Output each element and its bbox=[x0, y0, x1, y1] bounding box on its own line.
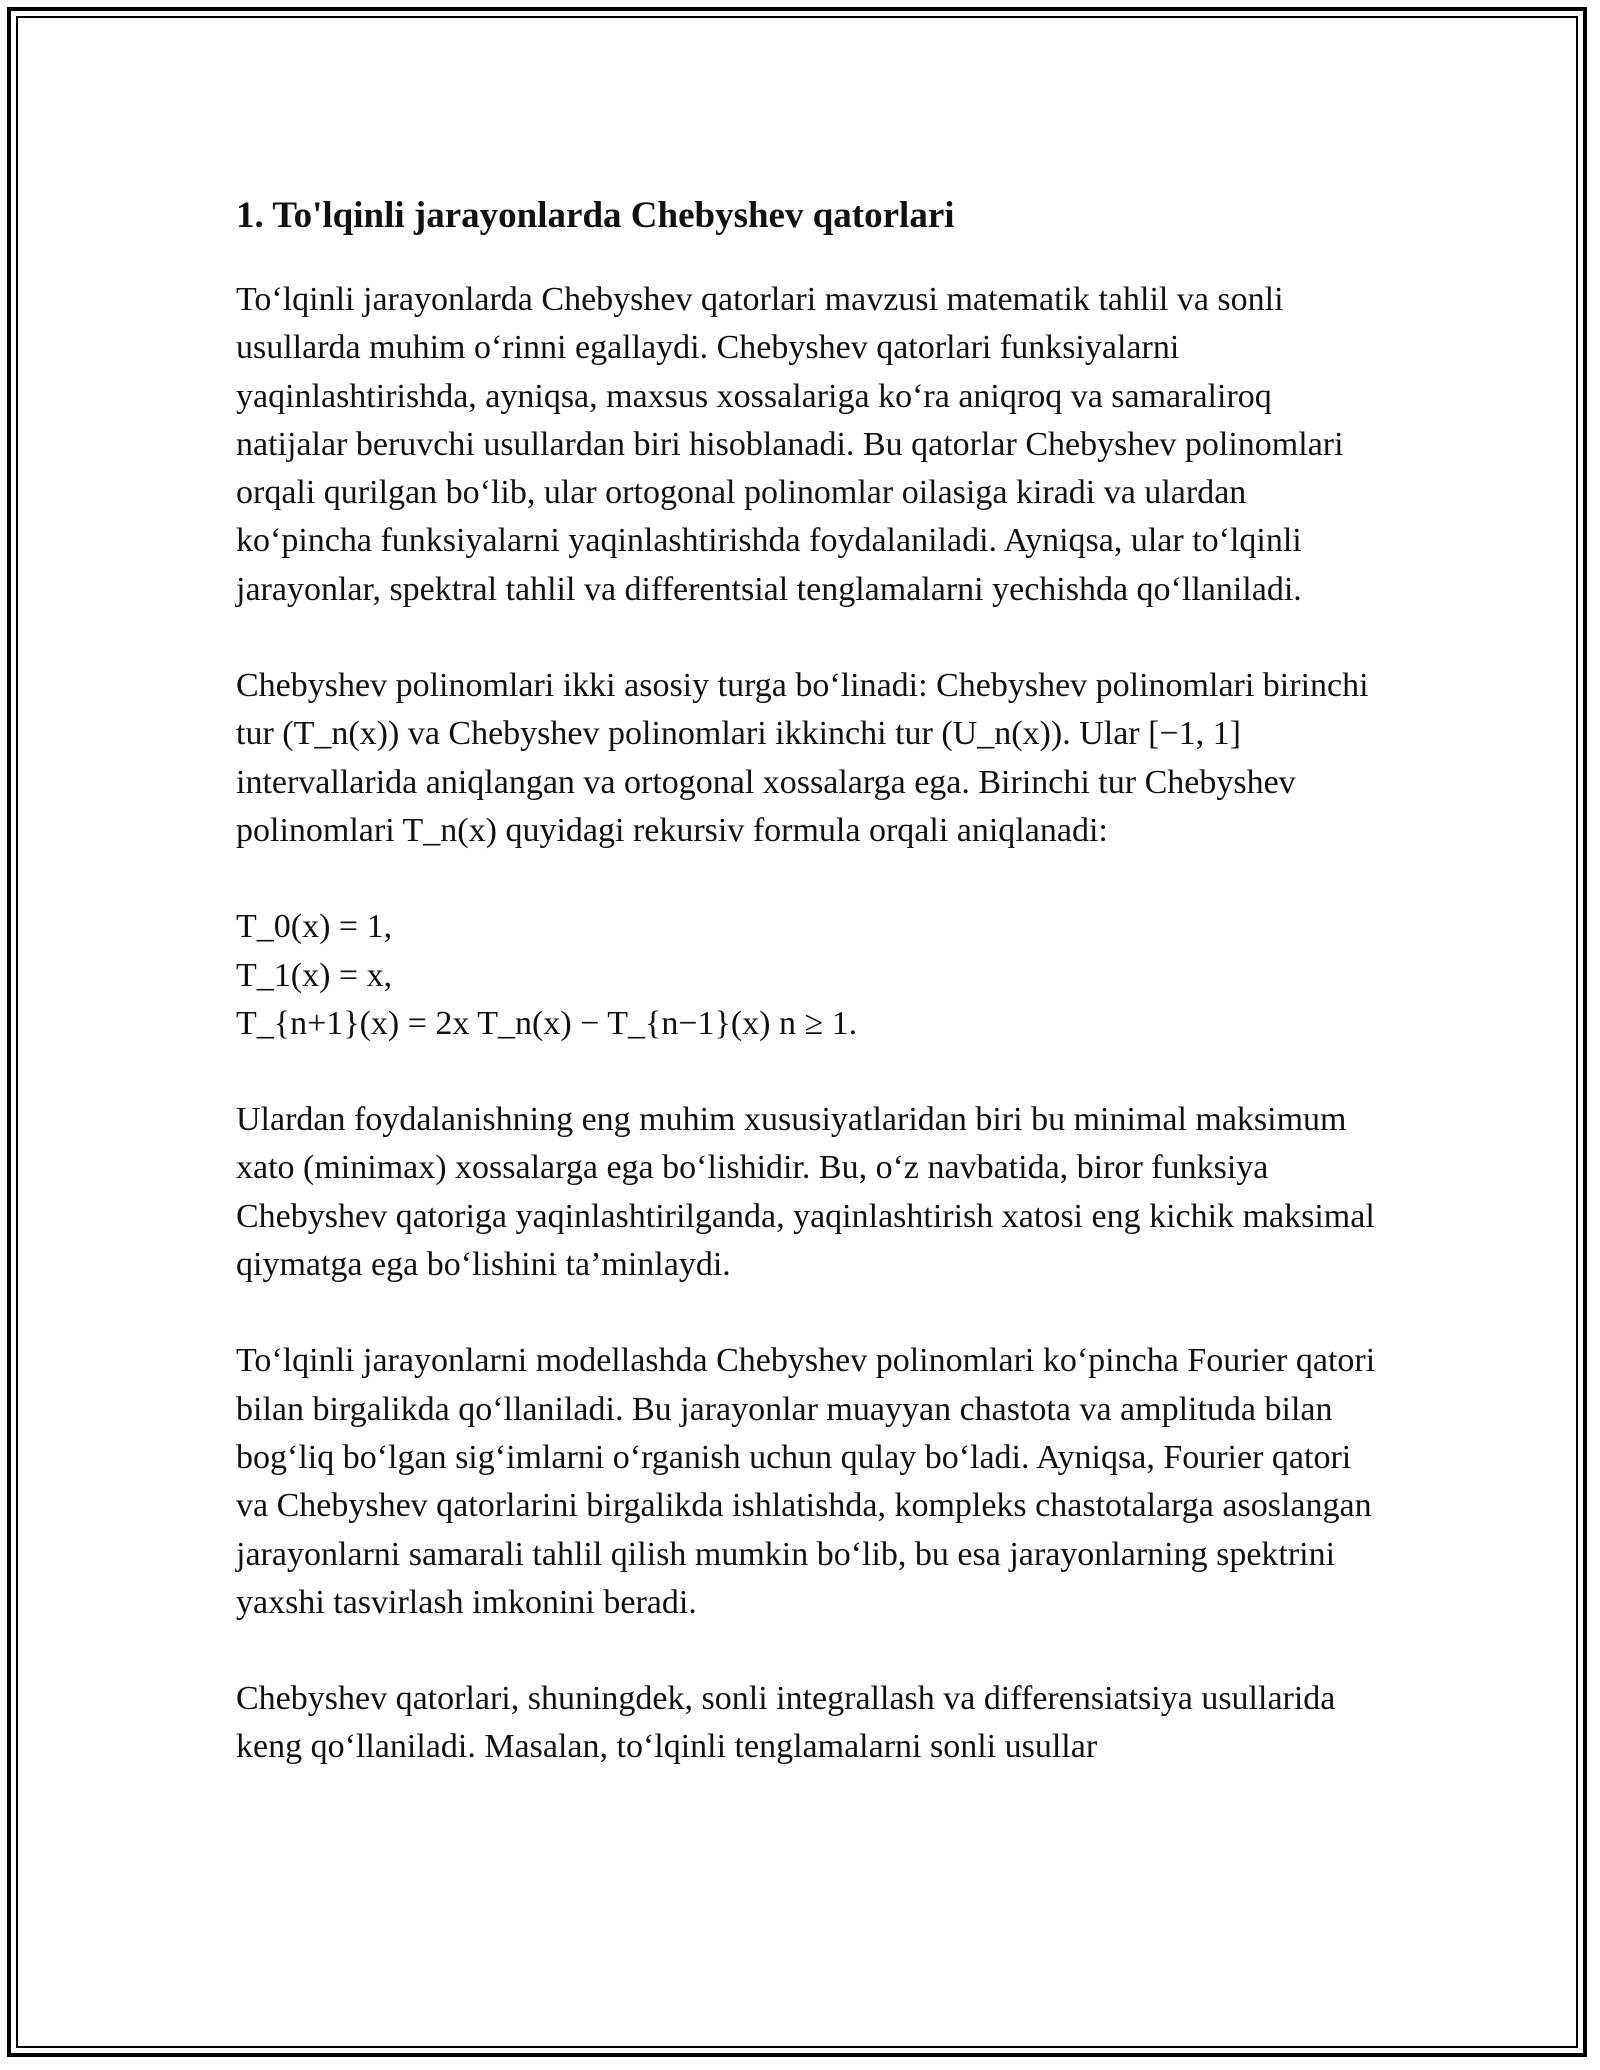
document-body bbox=[236, 188, 1376, 1820]
recurrence-formula-block bbox=[236, 903, 1376, 1048]
formula-t1: T_1(x) = x, bbox=[236, 956, 393, 994]
paragraph-minimax: Ulardan foydalanishning eng muhim xususiyatlaridan biri bu minimal maksimum xato (minimax) xossalarga ega bo‘lishidir. Bu, o‘z navbatida, biror funksiya Chebyshev qatoriga yaqinlashtirilganda, yaqinlashtirish xatosi eng kichik maksimal qiymatga ega bo‘lishini ta’minlaydi. bbox=[236, 1101, 1375, 1284]
paragraph-polynomial-types: Chebyshev polinomlari ikki asosiy turga bo‘linadi: Chebyshev polinomlari birinchi tur (T_n(x)) va Chebyshev polinomlari ikkinchi tur (U_n(x)). Ular [−1, 1] intervallarida aniqlangan va ortogonal xossalarga ega. Birinchi tur Chebyshev polinomlari T_n(x) quyidagi rekursiv formula orqali aniqlanadi: bbox=[236, 667, 1369, 849]
paragraph-intro: To‘lqinli jarayonlarda Chebyshev qatorlari mavzusi matematik tahlil va sonli usullarda muhim o‘rinni egallaydi. Chebyshev qatorlari funksiyalarni yaqinlashtirishda, ayniqsa, maxsus xossalariga ko‘ra aniqroq va samaraliroq natijalar beruvchi usullardan biri hisoblanadi. Bu qatorlar Chebyshev polinomlari orqali qurilgan bo‘lib, ular ortogonal polinomlar oilasiga kiradi va ulardan ko‘pincha funksiyalarni yaqinlashtirishda foydalaniladi. Ayniqsa, ular to‘lqinli jarayonlar, spektral tahlil va differentsial tenglamalarni yechishda qo‘llaniladi. bbox=[236, 281, 1344, 608]
section-heading: 1. To'lqinli jarayonlarda Chebyshev qatorlari bbox=[236, 195, 955, 236]
paragraph-numerical-methods: Chebyshev qatorlari, shuningdek, sonli integrallash va differensiatsiya usullarida keng qo‘llaniladi. Masalan, to‘lqinli tenglamalarni sonli usullar bbox=[236, 1680, 1336, 1766]
formula-t0: T_0(x) = 1, bbox=[236, 908, 393, 946]
formula-recurrence: T_{n+1}(x) = 2x T_n(x) − T_{n−1}(x) n ≥ 1. bbox=[236, 1004, 858, 1042]
paragraph-fourier: To‘lqinli jarayonlarni modellashda Chebyshev polinomlari ko‘pincha Fourier qatori bilan birgalikda qo‘llaniladi. Bu jarayonlar muayyan chastota va amplituda bilan bog‘liq bo‘lgan sig‘imlarni o‘rganish uchun qulay bo‘ladi. Ayniqsa, Fourier qatori va Chebyshev qatorlarini birgalikda ishlatishda, kompleks chastotalarga asoslangan jarayonlarni samarali tahlil qilish mumkin bo‘lib, bu esa jarayonlarning spektrini yaxshi tasvirlash imkonini beradi. bbox=[236, 1342, 1376, 1621]
